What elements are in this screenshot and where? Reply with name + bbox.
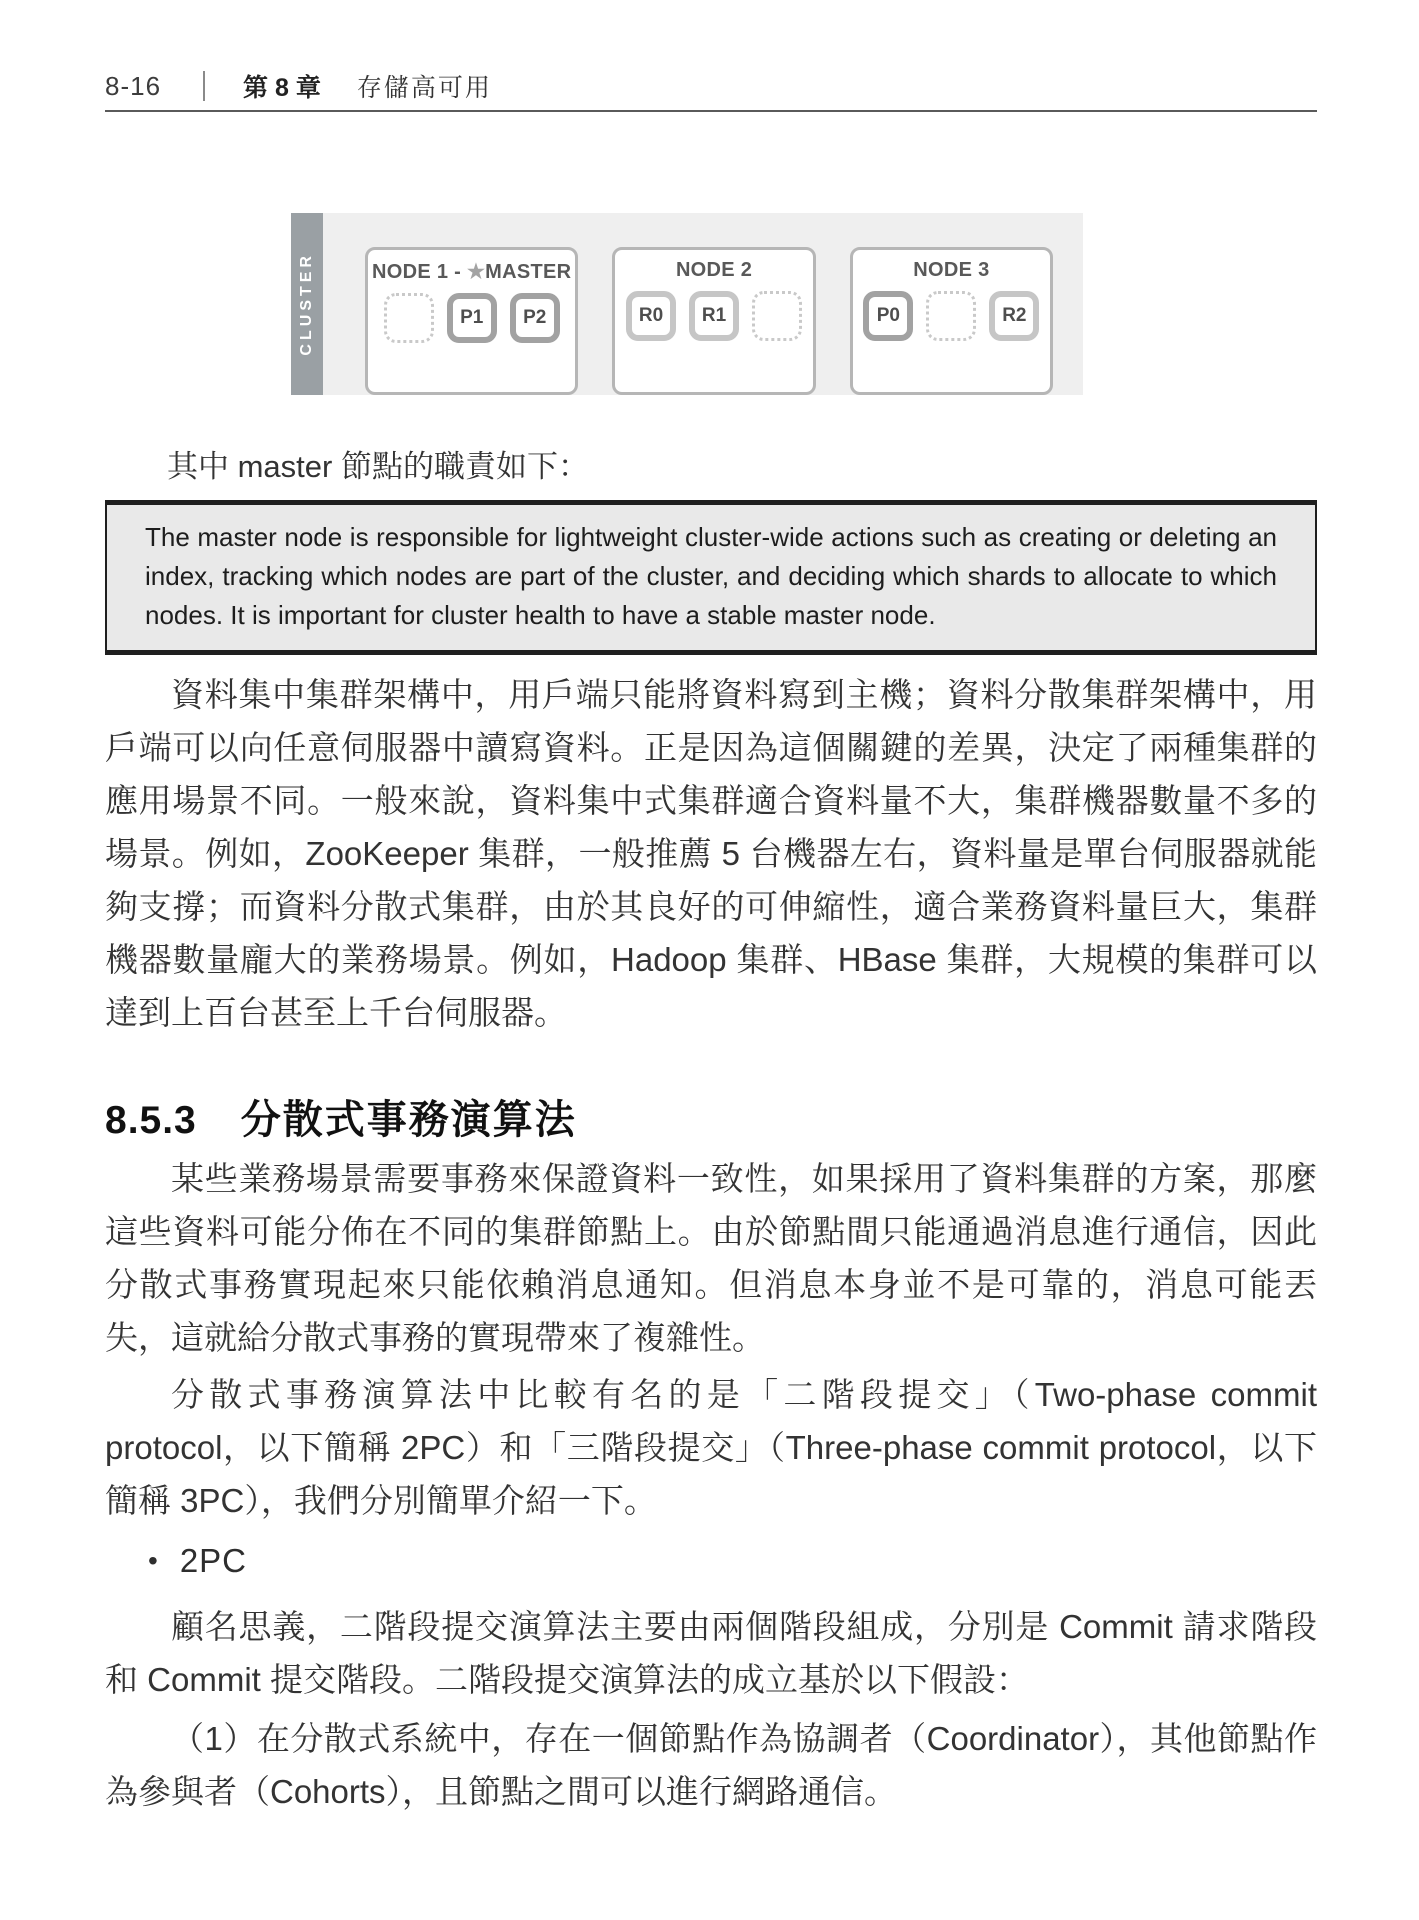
shard-slot-row bbox=[372, 293, 571, 343]
section-heading bbox=[105, 1088, 577, 1145]
body-paragraph-2pc-3pc-intro: 分散式事務演算法中比較有名的是「二階段提交」（Two-phase commit protocol，以下簡稱 2PC）和「三階段提交」（Three-phase commit protocol，以下簡稱 3PC），我們分別簡單介紹一下。 bbox=[105, 1376, 1317, 1519]
shard-slot-empty bbox=[752, 291, 802, 341]
node-box-1 bbox=[365, 247, 578, 395]
node-title bbox=[619, 259, 808, 282]
bullet-label: 2PC bbox=[179, 1542, 248, 1579]
node-title bbox=[857, 259, 1046, 282]
shard-slot-empty bbox=[926, 291, 976, 341]
node-box-2 bbox=[612, 247, 815, 395]
node-box-3 bbox=[850, 247, 1053, 395]
bullet-icon: • bbox=[148, 1545, 158, 1576]
bullet-item-2pc bbox=[148, 1542, 247, 1580]
shard-slot-row bbox=[619, 291, 808, 341]
section-title: 分散式事務演算法 bbox=[240, 1098, 577, 1142]
shard-slot-replica: R2 bbox=[989, 291, 1039, 341]
cluster-figure bbox=[291, 213, 1083, 395]
master-star-icon: ★ bbox=[466, 261, 486, 283]
node-title-suffix: MASTER bbox=[485, 261, 572, 283]
cluster-tab bbox=[291, 213, 323, 395]
master-node-quote-box: The master node is responsible for lightweight cluster-wide actions such as creating or deleting an index, tracking which nodes are part of the cluster, and deciding which shards to allocate to which nodes. It is important for cluster health to have a stable master node. bbox=[105, 500, 1317, 655]
header-divider bbox=[203, 71, 205, 101]
node-title bbox=[372, 259, 571, 284]
cluster-tab-label: CLUSTER bbox=[298, 252, 315, 356]
chapter-title: 存儲高可用 bbox=[356, 74, 492, 102]
cluster-panel bbox=[323, 213, 1083, 395]
shard-slot-replica: R0 bbox=[626, 291, 676, 341]
body-paragraph-2pc-description: 顧名思義，二階段提交演算法主要由兩個階段組成，分別是 Commit 請求階段和 Commit 提交階段。二階段提交演算法的成立基於以下假設： bbox=[105, 1608, 1317, 1698]
shard-slot-primary: P2 bbox=[510, 293, 560, 343]
body-paragraph-2pc-assumption-1: （1）在分散式系統中，存在一個節點作為協調者（Coordinator），其他節點作為參與者（Cohorts），且節點之間可以進行網路通信。 bbox=[105, 1720, 1317, 1810]
section-number: 8.5.3 bbox=[105, 1099, 197, 1142]
shard-slot-empty bbox=[384, 293, 434, 343]
node-title-text: NODE 1 - bbox=[372, 261, 467, 283]
chapter-label: 第 8 章 bbox=[243, 74, 321, 102]
shard-slot-row bbox=[857, 291, 1046, 341]
page-number: 8-16 bbox=[105, 70, 162, 101]
shard-slot-primary: P0 bbox=[863, 291, 913, 341]
node-title-text: NODE 3 bbox=[913, 259, 990, 281]
header-rule bbox=[105, 110, 1317, 112]
body-paragraph-distributed-transaction: 某些業務場景需要事務來保證資料一致性，如果採用了資料集群的方案，那麼這些資料可能分佈在不同的集群節點上。由於節點間只能通過消息進行通信，因此分散式事務實現起來只能依賴消息通知。但消息本身並不是可靠的，消息可能丟失，這就給分散式事務的實現帶來了複雜性。 bbox=[105, 1160, 1317, 1356]
page-header bbox=[105, 68, 1317, 104]
node-title-text: NODE 2 bbox=[675, 259, 753, 281]
shard-slot-replica: R1 bbox=[689, 291, 739, 341]
intro-line: 其中 master 節點的職責如下： bbox=[167, 449, 589, 484]
body-paragraph-cluster-comparison: 資料集中集群架構中，用戶端只能將資料寫到主機；資料分散集群架構中，用戶端可以向任意伺服器中讀寫資料。正是因為這個關鍵的差異，決定了兩種集群的應用場景不同。一般來說，資料集中式集群適合資料量不大，集群機器數量不多的場景。例如，ZooKeeper 集群，一般推薦 5 台機器左右，資料量是單台伺服器就能夠支撐；而資料分散式集群，由於其良好的可伸縮性，適合業務資料量巨大，集群機器數量龐大的業務場景。例如，Hadoop 集群、HBase 集群，大規模的集群可以達到上百台甚至上千台伺服器。 bbox=[105, 676, 1317, 1031]
shard-slot-primary: P1 bbox=[447, 293, 497, 343]
